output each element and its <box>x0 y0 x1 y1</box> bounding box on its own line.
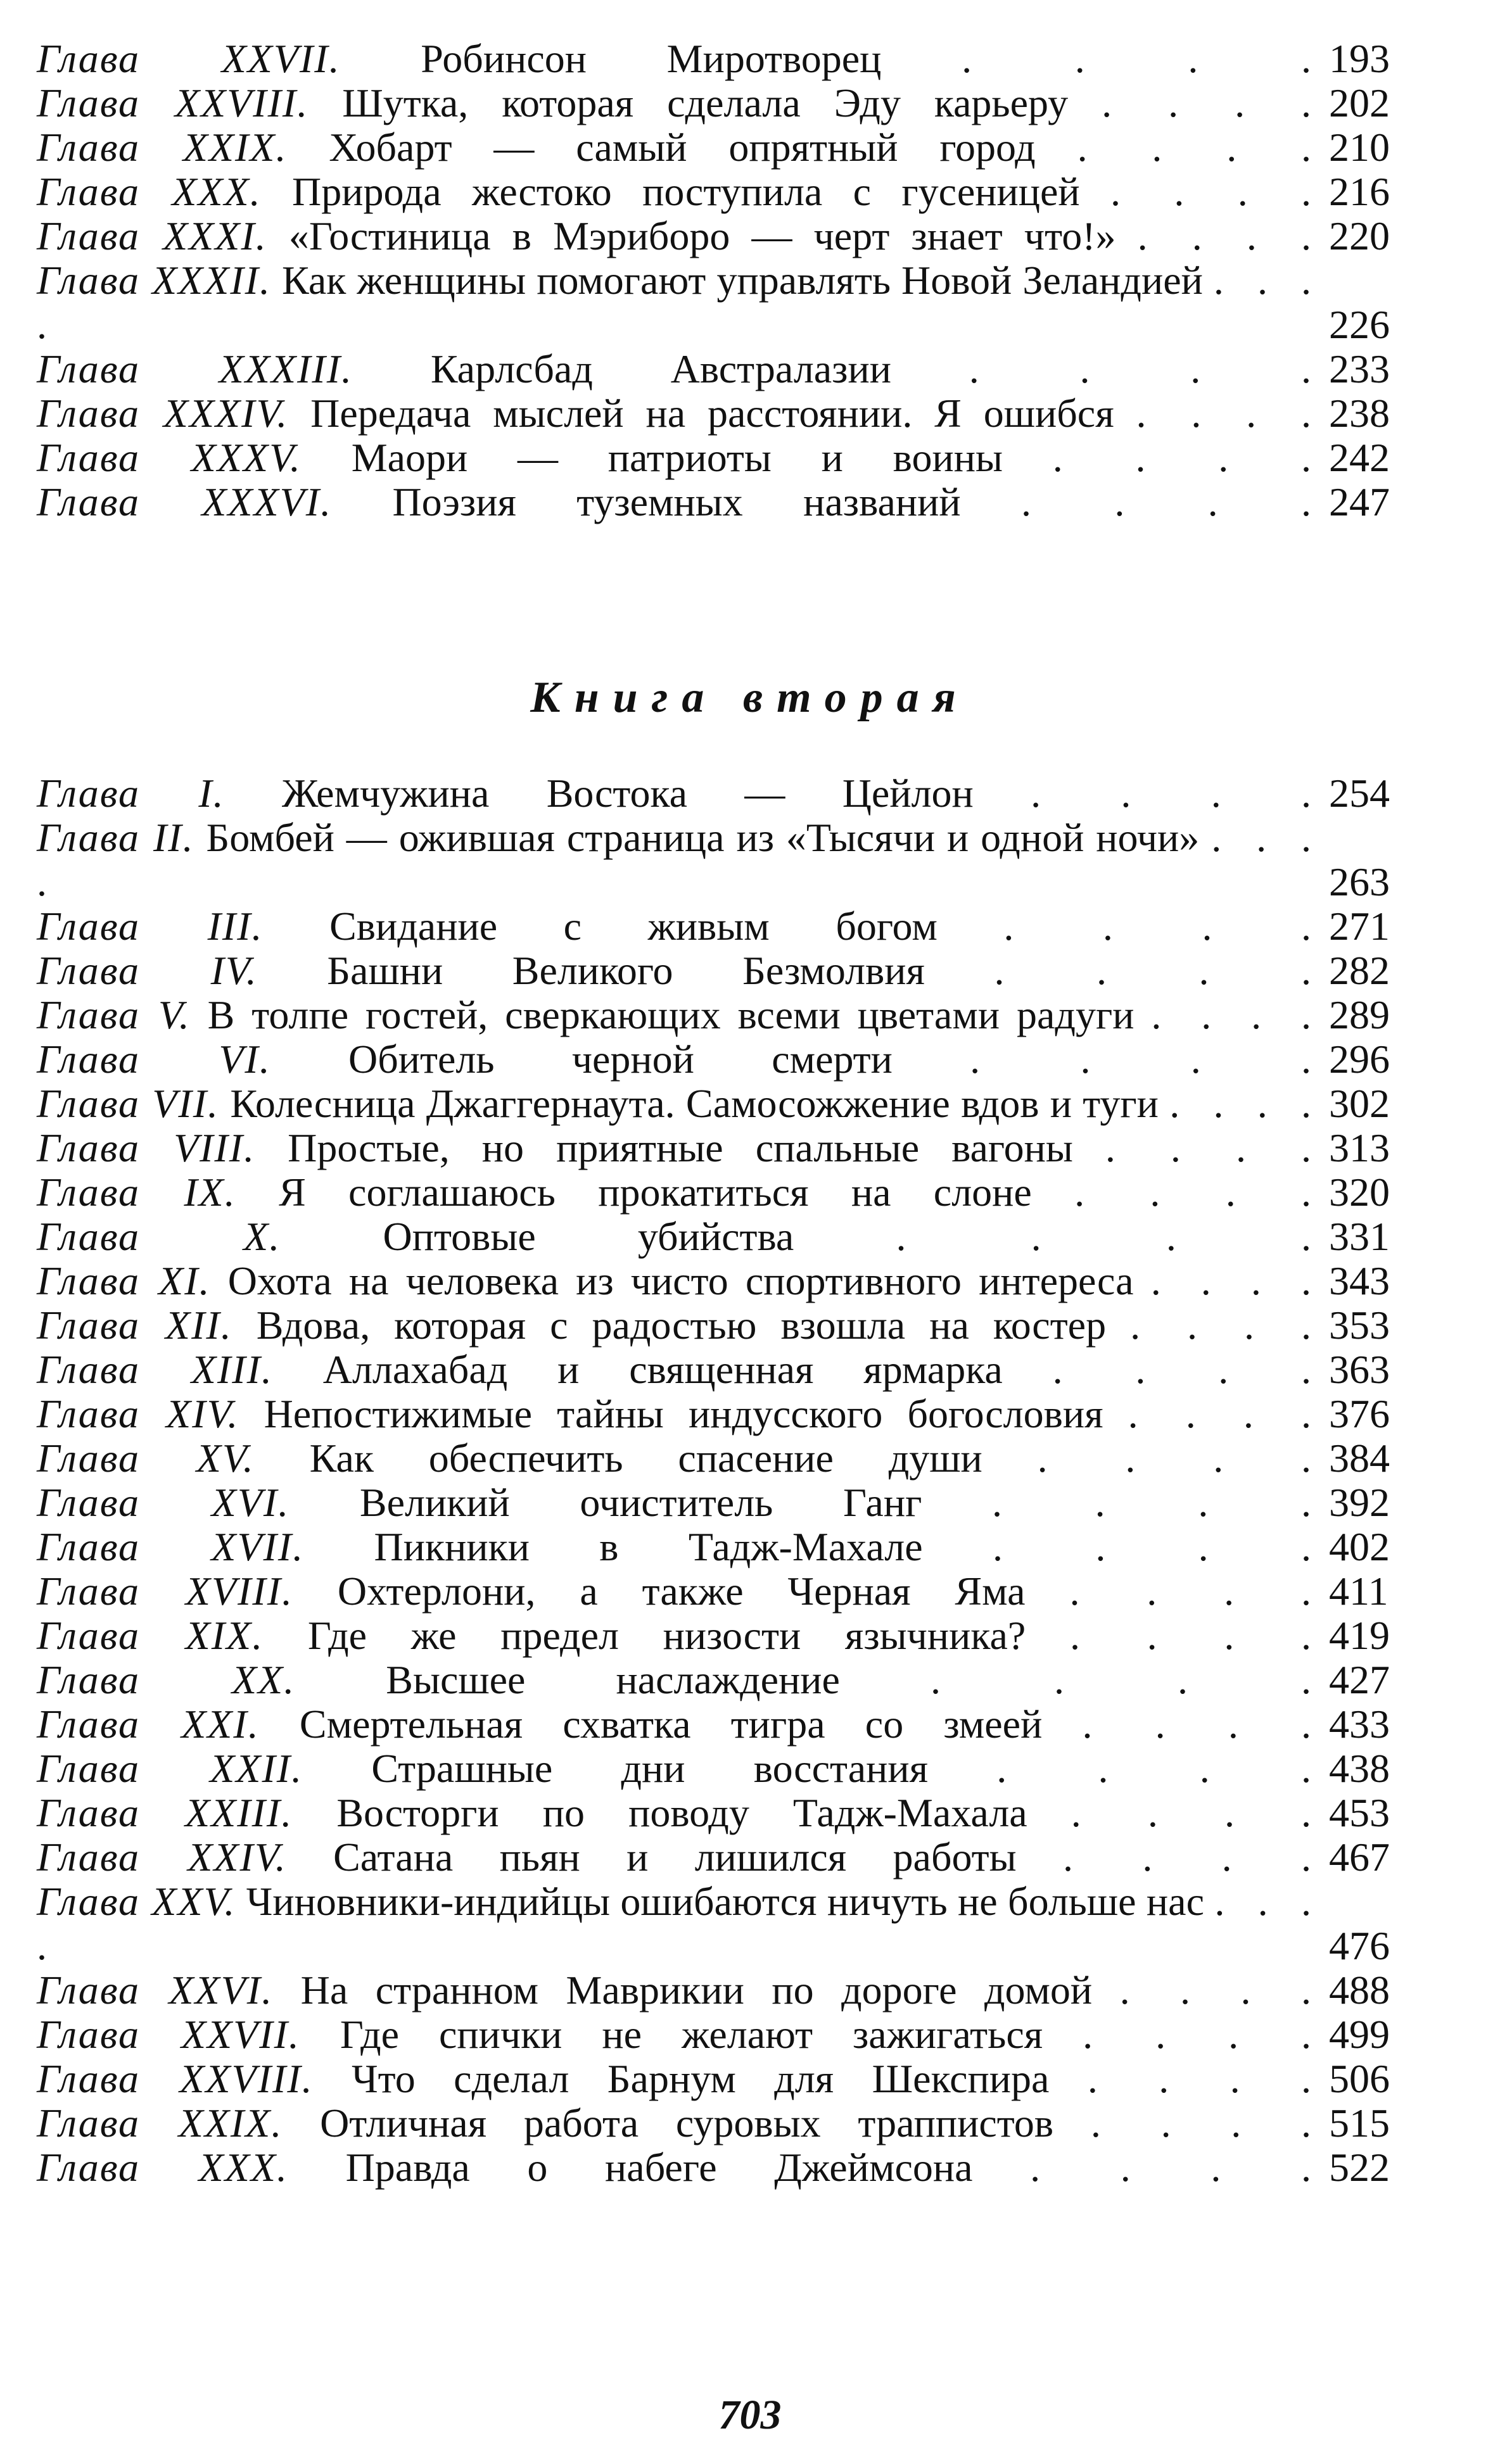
chapter-label: Глава III. <box>37 904 264 949</box>
chapter-label: Глава XXXIII. <box>37 346 353 391</box>
page-ref: 271 <box>1329 904 1390 949</box>
chapter-label: Глава XV. <box>37 1436 255 1481</box>
chapter-title: Как обеспечить спасение души <box>309 1436 982 1481</box>
toc-entry <box>37 436 1443 480</box>
toc-entry <box>37 1392 1443 1436</box>
toc-entry <box>37 1481 1443 1525</box>
dot-leader: . . . . <box>1020 479 1323 524</box>
toc-entry <box>37 1215 1443 1259</box>
page-ref: 376 <box>1329 1391 1390 1436</box>
chapter-title: Охтерлони, а также Черная Яма <box>337 1569 1026 1614</box>
dot-leader: . . . . <box>1003 904 1323 949</box>
dot-leader: . . . . <box>930 1657 1323 1702</box>
chapter-title: Поэзия туземных названий <box>392 479 961 524</box>
chapter-label: Глава I. <box>37 771 225 816</box>
chapter-label: Глава XII. <box>37 1303 232 1348</box>
dot-leader: . . . . <box>994 948 1323 993</box>
chapter-label: Глава XXI. <box>37 1702 260 1747</box>
page-ref: 427 <box>1329 1657 1390 1702</box>
toc-entry <box>37 1303 1443 1348</box>
page-ref: 433 <box>1329 1702 1390 1747</box>
chapter-label: Глава XXXI. <box>37 213 267 258</box>
chapter-label: Глава XXII. <box>37 1746 303 1791</box>
toc-entry <box>37 258 1443 347</box>
toc-entry <box>37 1702 1443 1747</box>
chapter-title: Я соглашаюсь прокатиться на слоне <box>279 1170 1032 1215</box>
chapter-label: Глава IV. <box>37 948 258 993</box>
page-ref: 296 <box>1329 1037 1390 1082</box>
chapter-label: Глава XX. <box>37 1657 296 1702</box>
dot-leader: . . . . <box>1137 213 1323 258</box>
dot-leader: . . . . <box>992 1524 1323 1569</box>
dot-leader: . . . . <box>1130 1303 1323 1348</box>
chapter-label: Глава XXVI. <box>37 1968 274 2012</box>
chapter-label: Глава XXIX. <box>37 125 288 170</box>
chapter-title: Отличная работа суровых траппистов <box>320 2101 1054 2145</box>
chapter-label: Глава XXV. <box>37 1879 236 1924</box>
toc-entry <box>37 1126 1443 1170</box>
toc-entry <box>37 816 1443 904</box>
page-ref: 320 <box>1329 1170 1390 1215</box>
chapter-title: Жемчужина Востока — Цейлон <box>281 771 974 816</box>
dot-leader: . . . . <box>1128 1391 1323 1436</box>
chapter-title: В толпе гостей, сверкающих всеми цветами радуги <box>207 992 1135 1037</box>
chapter-title: Бомбей — ожившая страница из «Тысячи и одной ночи» <box>206 815 1200 860</box>
dot-leader: . . . . <box>1087 2056 1323 2101</box>
chapter-label: Глава XXX. <box>37 169 262 214</box>
chapter-title: Вдова, которая с радостью взошла на костер <box>256 1303 1107 1348</box>
page-ref: 226 <box>1329 302 1390 347</box>
toc-entry <box>37 949 1443 993</box>
chapter-label: Глава XXVIII. <box>37 2056 314 2101</box>
chapter-title: Робинсон Миротворец <box>421 36 882 81</box>
chapter-title: «Гостиница в Мэриборо — черт знает что!» <box>288 213 1116 258</box>
toc-entry <box>37 1835 1443 1880</box>
chapter-label: Глава VII. <box>37 1081 220 1126</box>
dot-leader: . . . . <box>1102 80 1323 125</box>
chapter-title: Как женщины помогают управлять Новой Зеландией <box>282 258 1203 303</box>
toc-entry <box>37 1569 1443 1614</box>
chapter-label: Глава XIV. <box>37 1391 239 1436</box>
page-ref: 289 <box>1329 992 1390 1037</box>
page-ref: 193 <box>1329 36 1390 81</box>
toc-entry <box>37 1968 1443 2012</box>
chapter-title: Что сделал Барнум для Шекспира <box>352 2056 1050 2101</box>
toc-entry <box>37 1082 1443 1126</box>
dot-leader: . . . . <box>1052 435 1323 480</box>
toc-part-one <box>37 37 1443 524</box>
page-ref: 233 <box>1329 346 1390 391</box>
toc-entry <box>37 1880 1443 1968</box>
chapter-title: Оптовые убийства <box>383 1214 794 1259</box>
page-ref: 202 <box>1329 80 1390 125</box>
toc-entry <box>37 37 1443 81</box>
toc-entry <box>37 1525 1443 1569</box>
dot-leader: . . . . <box>1031 771 1323 816</box>
chapter-label: Глава XXVIII. <box>37 80 309 125</box>
page-ref: 363 <box>1329 1347 1390 1392</box>
toc-entry <box>37 771 1443 816</box>
page-ref: 353 <box>1329 1303 1390 1348</box>
chapter-label: Глава VIII. <box>37 1125 256 1170</box>
chapter-label: Глава XVII. <box>37 1524 305 1569</box>
dot-leader: . . . . <box>1071 1790 1323 1835</box>
dot-leader: . . . . <box>1037 1436 1323 1481</box>
chapter-label: Глава XXXII. <box>37 258 271 303</box>
page-ref: 220 <box>1329 213 1390 258</box>
page-ref: 331 <box>1329 1214 1390 1259</box>
page-ref: 216 <box>1329 169 1390 214</box>
chapter-title: Где спички не желают зажигаться <box>340 2012 1043 2057</box>
dot-leader: . . . . <box>991 1480 1323 1525</box>
chapter-title: Пикники в Тадж-Махале <box>374 1524 923 1569</box>
toc-entry <box>37 1259 1443 1303</box>
toc-entry <box>37 1170 1443 1215</box>
chapter-label: Глава X. <box>37 1214 281 1259</box>
toc-entry <box>37 170 1443 214</box>
chapter-title: Великий очиститель Ганг <box>359 1480 922 1525</box>
chapter-title: Высшее наслаждение <box>386 1657 840 1702</box>
toc-entry <box>37 81 1443 125</box>
chapter-label: Глава XIX. <box>37 1613 264 1658</box>
chapter-label: Глава XXIV. <box>37 1835 287 1880</box>
dot-leader: . . . . <box>37 1879 1323 1968</box>
chapter-title: Охота на человека из чисто спортивного интереса <box>227 1258 1134 1303</box>
toc-entry <box>37 1348 1443 1392</box>
chapter-title: Обитель черной смерти <box>348 1037 893 1082</box>
toc-entry <box>37 480 1443 524</box>
page-ref: 254 <box>1329 771 1390 816</box>
page-ref: 453 <box>1329 1790 1390 1835</box>
dot-leader: . . . . <box>996 1746 1323 1791</box>
dot-leader: . . . . <box>1150 1258 1323 1303</box>
chapter-title: Аллахабад и священная ярмарка <box>322 1347 1003 1392</box>
chapter-title: Простые, но приятные спальные вагоны <box>288 1125 1073 1170</box>
toc-entry <box>37 125 1443 170</box>
dot-leader: . . . . <box>896 1214 1323 1259</box>
chapter-label: Глава XIII. <box>37 1347 273 1392</box>
page-ref: 392 <box>1329 1480 1390 1525</box>
page-ref: 438 <box>1329 1746 1390 1791</box>
chapter-title: Сатана пьян и лишился работы <box>333 1835 1017 1880</box>
toc-entry <box>37 214 1443 258</box>
toc-entry <box>37 2145 1443 2190</box>
dot-leader: . . . . <box>1082 1702 1323 1747</box>
page-ref: 343 <box>1329 1258 1390 1303</box>
page-ref: 411 <box>1329 1569 1389 1614</box>
dot-leader: . . . . <box>1110 169 1323 214</box>
chapter-label: Глава XXIII. <box>37 1790 293 1835</box>
chapter-title: Хобарт — самый опрятный город <box>329 125 1036 170</box>
chapter-label: Глава XXVII. <box>37 2012 300 2057</box>
chapter-label: Глава XVIII. <box>37 1569 294 1614</box>
chapter-label: Глава XI. <box>37 1258 211 1303</box>
chapter-label: Глава IX. <box>37 1170 236 1215</box>
toc-entry <box>37 347 1443 391</box>
dot-leader: . . . . <box>1069 1613 1323 1658</box>
chapter-title: Карлсбад Австралазии <box>430 346 891 391</box>
page-ref: 247 <box>1329 479 1390 524</box>
chapter-label: Глава XXIX. <box>37 2101 283 2145</box>
toc-entry <box>37 2057 1443 2101</box>
page-ref: 467 <box>1329 1835 1390 1880</box>
dot-leader: . . . . <box>37 258 1323 347</box>
chapter-label: Глава XXVII. <box>37 36 341 81</box>
toc-entry <box>37 1791 1443 1835</box>
chapter-title: Маори — патриоты и воины <box>351 435 1003 480</box>
chapter-title: Передача мыслей на расстоянии. Я ошибся <box>310 391 1114 436</box>
chapter-label: Глава XVI. <box>37 1480 290 1525</box>
chapter-title: Смертельная схватка тигра со змеей <box>299 1702 1043 1747</box>
chapter-label: Глава VI. <box>37 1037 271 1082</box>
chapter-title: Башни Великого Безмолвия <box>327 948 925 993</box>
toc-entry <box>37 993 1443 1037</box>
chapter-label: Глава XXXVI. <box>37 479 333 524</box>
page-ref: 515 <box>1329 2101 1390 2145</box>
chapter-title: Где же предел низости язычника? <box>307 1613 1026 1658</box>
chapter-label: Глава XXXV. <box>37 435 302 480</box>
page-ref: 522 <box>1329 2145 1390 2190</box>
page-ref: 402 <box>1329 1524 1390 1569</box>
chapter-title: Правда о набеге Джеймсона <box>345 2145 973 2190</box>
dot-leader: . . . . <box>1136 391 1323 436</box>
page-ref: 238 <box>1329 391 1390 436</box>
page-ref: 263 <box>1329 859 1390 904</box>
page-ref: 242 <box>1329 435 1390 480</box>
dot-leader: . . . . <box>1030 2145 1323 2190</box>
dot-leader: . . . . <box>1052 1347 1323 1392</box>
dot-leader: . . . . <box>1119 1968 1323 2012</box>
page-ref: 313 <box>1329 1125 1390 1170</box>
toc-part-two <box>37 771 1443 2190</box>
dot-leader: . . . . <box>962 36 1323 81</box>
toc-entry <box>37 391 1443 436</box>
toc-entry <box>37 2012 1443 2057</box>
dot-leader: . . . . <box>969 346 1323 391</box>
page-number: 703 <box>718 2392 782 2438</box>
page-ref: 488 <box>1329 1968 1390 2012</box>
dot-leader: . . . . <box>37 815 1323 904</box>
page-ref: 476 <box>1329 1923 1390 1968</box>
dot-leader: . . . . <box>1151 992 1323 1037</box>
chapter-label: Глава XXX. <box>37 2145 288 2190</box>
chapter-label: Глава V. <box>37 992 191 1037</box>
toc-entry <box>37 1436 1443 1481</box>
chapter-title: Природа жестоко поступила с гусеницей <box>292 169 1080 214</box>
toc-entry <box>37 1037 1443 1082</box>
chapter-title: Свидание с живым богом <box>329 904 938 949</box>
dot-leader: . . . . <box>1063 1835 1323 1880</box>
chapter-label: Глава II. <box>37 815 194 860</box>
toc-entry <box>37 2101 1443 2145</box>
toc-entry <box>37 904 1443 949</box>
dot-leader: . . . . <box>1074 1170 1323 1215</box>
toc-entry <box>37 1614 1443 1658</box>
dot-leader: . . . . <box>1069 1569 1323 1614</box>
toc-entry <box>37 1747 1443 1791</box>
page-ref: 210 <box>1329 125 1390 170</box>
page-ref: 384 <box>1329 1436 1390 1481</box>
dot-leader: . . . . <box>1105 1125 1323 1170</box>
dot-leader: . . . . <box>1083 2012 1323 2057</box>
book-heading: Книга вторая <box>530 673 970 722</box>
dot-leader: . . . . <box>1077 125 1323 170</box>
chapter-title: Непостижимые тайны индусского богословия <box>264 1391 1103 1436</box>
page-ref: 302 <box>1329 1081 1390 1126</box>
chapter-title: Чиновники-индийцы ошибаются ничуть не больше нас <box>246 1879 1204 1924</box>
page-ref: 419 <box>1329 1613 1390 1658</box>
chapter-title: Восторги по поводу Тадж-Махала <box>336 1790 1027 1835</box>
chapter-label: Глава XXXIV. <box>37 391 289 436</box>
chapter-title: На странном Маврикии по дороге домой <box>300 1968 1093 2012</box>
page-ref: 506 <box>1329 2056 1390 2101</box>
toc-entry <box>37 1658 1443 1702</box>
page-ref: 499 <box>1329 2012 1390 2057</box>
dot-leader: . . . . <box>970 1037 1323 1082</box>
chapter-title: Колесница Джаггернаута. Самосожжение вдов и туги <box>230 1081 1159 1126</box>
page-ref: 282 <box>1329 948 1390 993</box>
chapter-title: Шутка, которая сделала Эду карьеру <box>342 80 1069 125</box>
chapter-title: Страшные дни восстания <box>371 1746 929 1791</box>
dot-leader: . . . . <box>1090 2101 1323 2145</box>
dot-leader: . . . . <box>1169 1081 1323 1126</box>
